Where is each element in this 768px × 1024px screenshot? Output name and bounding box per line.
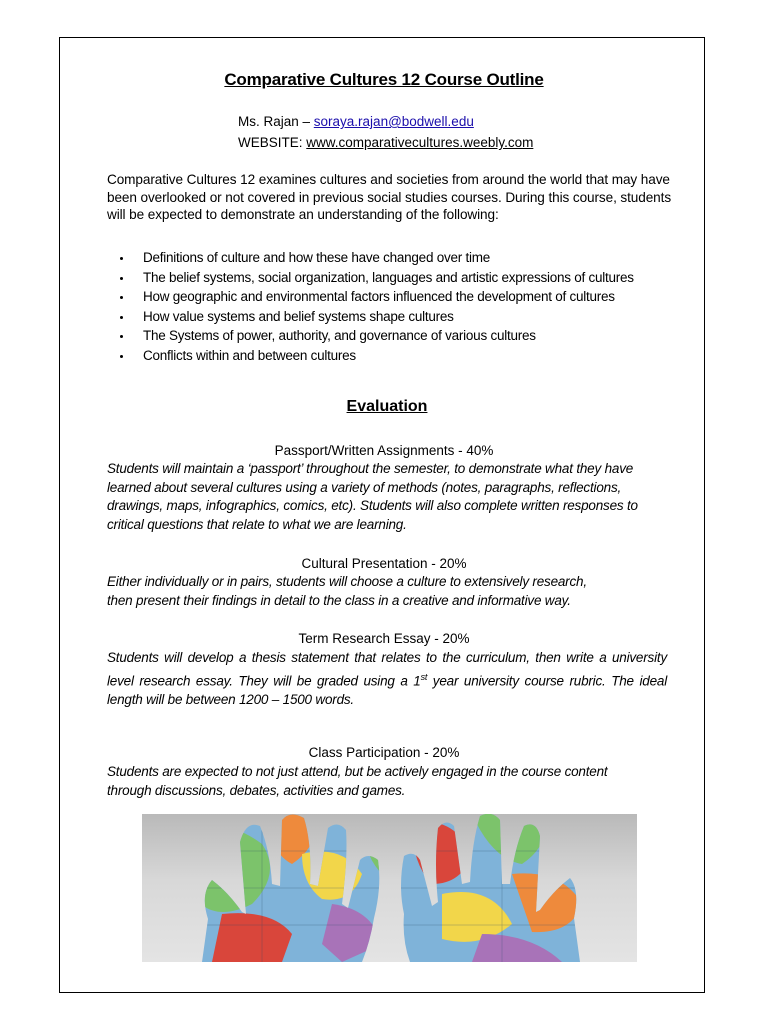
website-label: WEBSITE: xyxy=(238,135,307,150)
presentation-description xyxy=(107,573,667,610)
participation-line-1: Students are expected to not just attend, but be actively engaged in the course content xyxy=(107,764,608,779)
essay-superscript: st xyxy=(420,671,428,682)
participation-line-2: through discussions, debates, activities and games. xyxy=(107,782,406,798)
essay-description xyxy=(107,649,667,709)
presentation-title: Cultural Presentation - 20% xyxy=(301,556,467,571)
evaluation-heading: Evaluation xyxy=(346,398,428,415)
page-title: Comparative Cultures 12 Course Outline xyxy=(224,70,544,89)
teacher-line xyxy=(238,111,533,132)
list-item: The belief systems, social organization, languages and artistic expressions of cultures xyxy=(118,268,678,288)
passport-description: Students will maintain a ‘passport’ throughout the semester, to demonstrate what they have learned about several cultures using a variety of methods (notes, paragraphs, reflections, drawings, maps, infographics, comics, etc). Students will also complete written responses to critical questions that relate to what we are learning. xyxy=(107,461,638,532)
intro-paragraph: Comparative Cultures 12 examines cultures and societies from around the world that may have been overlooked or not covered in previous social studies courses. During this course, students will be expected to demonstrate an understanding of the following: xyxy=(107,172,672,222)
essay-text-a: Students will develop a thesis statement that relates to the curriculum, then write a university level research essay. They will be graded using a 1 xyxy=(107,650,667,688)
essay-title: Term Research Essay - 20% xyxy=(298,631,470,646)
presentation-line-1: Either individually or in pairs, students will choose a culture to extensively research, xyxy=(107,574,587,589)
participation-title: Class Participation - 20% xyxy=(308,745,460,760)
list-item: Definitions of culture and how these have changed over time xyxy=(118,248,678,268)
passport-title: Passport/Written Assignments - 40% xyxy=(274,443,494,458)
hands-world-map-image xyxy=(142,814,637,962)
teacher-name: Ms. Rajan – xyxy=(238,114,314,129)
list-item: How value systems and belief systems shape cultures xyxy=(118,307,678,327)
list-item: How geographic and environmental factors influenced the development of cultures xyxy=(118,287,678,307)
learning-outcomes-list xyxy=(118,248,678,365)
email-link[interactable]: soraya.rajan@bodwell.edu xyxy=(313,114,474,129)
participation-description xyxy=(107,763,667,800)
website-link[interactable]: www.comparativecultures.weebly.com xyxy=(306,135,534,150)
essay-text-b: year university course rubric. The ideal length will be between 1200 – 1500 words. xyxy=(107,673,667,707)
list-item: The Systems of power, authority, and governance of various cultures xyxy=(118,326,678,346)
website-line xyxy=(238,132,533,153)
list-item: Conflicts within and between cultures xyxy=(118,346,678,366)
hands-world-map-icon xyxy=(142,814,637,962)
contact-block xyxy=(238,111,533,153)
presentation-line-2: then present their findings in detail to the class in a creative and informative way. xyxy=(107,592,571,608)
